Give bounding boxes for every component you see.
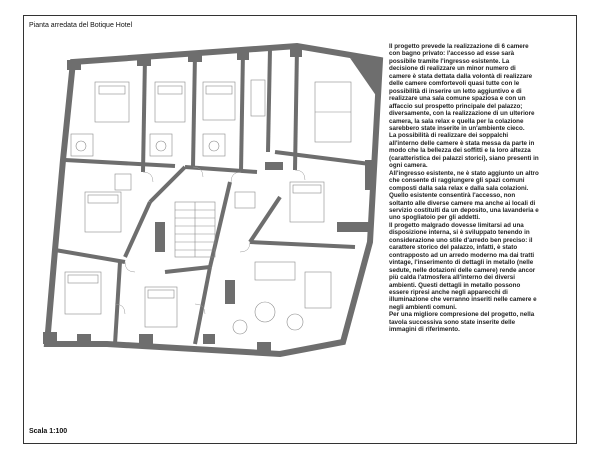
stair-core (175, 202, 215, 257)
sheet-title: Pianta arredata del Botique Hotel (29, 22, 133, 29)
description-paragraph: All'ingresso esistente, ne è stato aggiunto un altro che consente di raggiungere gli spazi comuni composti dalla sala relax e dalla sala colazioni. Quello esistente consentirà l'accesso, non soltanto alle diverse camere ma anche ai locali di servizio costituiti da un deposito, una lavanderia e uno spogliatoio per gli addetti. (389, 169, 539, 222)
project-description (389, 43, 539, 334)
furniture (65, 80, 351, 334)
scale-label: Scala 1:100 (29, 428, 68, 435)
description-paragraph: La possibilità di realizzare dei soppalchi all'interno delle camere è stata messa da parte in modo che la bellezza dei soffitti e la loro altezza (caratteristica dei palazzi storici), siano presenti in ogni camera. (389, 132, 539, 170)
wall-blocks (43, 47, 380, 352)
interior-partitions (55, 48, 370, 344)
description-paragraph: Il progetto malgrado dovesse limitarsi ad una disposizione interna, si è sviluppato tenendo in considerazione uno stile d'arredo ben preciso: il carattere storico del palazzo, infatti, è stato contrapposto ad un arredo moderno ma dai tratti vintage, l'inserimento di dettagli in metallo (nelle sedute, nelle dotazioni delle camere) rende ancor più calda l'atmosfera all'interno dei diversi ambienti. Questi dettagli in metallo possono essere ripresi anche negli apparecchi di illuminazione che verranno inseriti nelle camere e negli ambienti comuni. (389, 221, 537, 311)
door-swings (115, 167, 305, 314)
floor-plan (25, 42, 395, 367)
description-paragraph: Il progetto prevede la realizzazione di 6 camere con bagno privato: l'accesso ad esse sarà possibile tramite l'ingresso esistente. La decisione di realizzare un minor numero di camere è stata dettata dalla volontà di realizzare delle camere comfortevoli quasi tutte con le possibilità di inserire un letto aggiuntivo e di realizzare una sala comune spaziosa e con un affaccio sul prospetto principale del palazzo; diversamente, con la realizzazione di un ulteriore camera, la sala relax e quella per la colazione sarebbero state inserite in un'ambiente cieco. (389, 43, 535, 132)
description-paragraph: Per una migliore compresione del progetto, nella tavola successiva sono state inserite delle immagini di riferimento. (389, 311, 535, 334)
